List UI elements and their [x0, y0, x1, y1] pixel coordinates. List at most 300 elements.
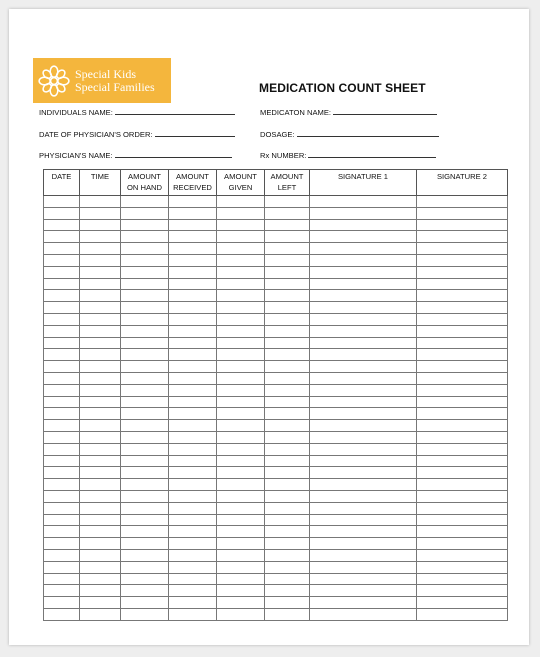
table-cell[interactable]: [121, 479, 169, 491]
table-cell[interactable]: [217, 585, 265, 597]
table-cell[interactable]: [417, 408, 508, 420]
table-cell[interactable]: [265, 514, 310, 526]
table-cell[interactable]: [169, 573, 217, 585]
table-cell[interactable]: [217, 290, 265, 302]
table-cell[interactable]: [310, 502, 417, 514]
table-cell[interactable]: [217, 349, 265, 361]
table-cell[interactable]: [265, 290, 310, 302]
table-cell[interactable]: [310, 372, 417, 384]
table-cell[interactable]: [121, 254, 169, 266]
table-cell[interactable]: [265, 302, 310, 314]
table-cell[interactable]: [44, 431, 80, 443]
table-cell[interactable]: [44, 573, 80, 585]
table-cell[interactable]: [80, 196, 121, 208]
table-cell[interactable]: [217, 479, 265, 491]
table-cell[interactable]: [121, 573, 169, 585]
table-cell[interactable]: [417, 467, 508, 479]
table-cell[interactable]: [121, 561, 169, 573]
table-cell[interactable]: [121, 313, 169, 325]
table-cell[interactable]: [310, 561, 417, 573]
table-cell[interactable]: [169, 325, 217, 337]
table-cell[interactable]: [310, 313, 417, 325]
table-cell[interactable]: [169, 313, 217, 325]
medication-name-line[interactable]: [333, 106, 437, 115]
individuals-name-line[interactable]: [115, 106, 235, 115]
table-cell[interactable]: [217, 361, 265, 373]
table-cell[interactable]: [80, 585, 121, 597]
table-cell[interactable]: [310, 361, 417, 373]
table-cell[interactable]: [80, 479, 121, 491]
table-cell[interactable]: [217, 443, 265, 455]
table-cell[interactable]: [310, 408, 417, 420]
table-cell[interactable]: [310, 608, 417, 620]
table-cell[interactable]: [217, 219, 265, 231]
table-cell[interactable]: [44, 396, 80, 408]
table-cell[interactable]: [169, 490, 217, 502]
table-cell[interactable]: [417, 490, 508, 502]
table-cell[interactable]: [265, 372, 310, 384]
table-cell[interactable]: [417, 514, 508, 526]
table-cell[interactable]: [169, 502, 217, 514]
table-cell[interactable]: [417, 420, 508, 432]
table-cell[interactable]: [80, 302, 121, 314]
table-cell[interactable]: [310, 479, 417, 491]
table-cell[interactable]: [217, 278, 265, 290]
table-cell[interactable]: [310, 549, 417, 561]
table-cell[interactable]: [121, 526, 169, 538]
table-cell[interactable]: [310, 337, 417, 349]
table-cell[interactable]: [121, 196, 169, 208]
table-cell[interactable]: [417, 608, 508, 620]
table-cell[interactable]: [121, 302, 169, 314]
table-cell[interactable]: [417, 254, 508, 266]
table-cell[interactable]: [310, 526, 417, 538]
physicians-order-date-field[interactable]: [39, 128, 235, 139]
table-cell[interactable]: [169, 372, 217, 384]
table-cell[interactable]: [417, 337, 508, 349]
table-cell[interactable]: [44, 585, 80, 597]
table-cell[interactable]: [310, 349, 417, 361]
table-cell[interactable]: [121, 396, 169, 408]
table-cell[interactable]: [169, 514, 217, 526]
table-cell[interactable]: [265, 467, 310, 479]
table-cell[interactable]: [44, 597, 80, 609]
rx-number-line[interactable]: [308, 149, 436, 158]
table-cell[interactable]: [169, 219, 217, 231]
table-cell[interactable]: [44, 243, 80, 255]
table-cell[interactable]: [417, 231, 508, 243]
table-cell[interactable]: [217, 337, 265, 349]
table-cell[interactable]: [310, 219, 417, 231]
table-cell[interactable]: [417, 431, 508, 443]
table-cell[interactable]: [169, 431, 217, 443]
table-cell[interactable]: [417, 219, 508, 231]
table-cell[interactable]: [169, 561, 217, 573]
table-cell[interactable]: [121, 467, 169, 479]
table-cell[interactable]: [217, 231, 265, 243]
table-cell[interactable]: [169, 207, 217, 219]
table-cell[interactable]: [310, 585, 417, 597]
table-cell[interactable]: [417, 526, 508, 538]
table-cell[interactable]: [417, 290, 508, 302]
table-cell[interactable]: [417, 455, 508, 467]
table-cell[interactable]: [217, 526, 265, 538]
table-cell[interactable]: [265, 526, 310, 538]
table-cell[interactable]: [310, 431, 417, 443]
table-cell[interactable]: [44, 408, 80, 420]
table-cell[interactable]: [310, 514, 417, 526]
table-cell[interactable]: [80, 219, 121, 231]
table-cell[interactable]: [44, 302, 80, 314]
table-cell[interactable]: [121, 337, 169, 349]
table-cell[interactable]: [80, 455, 121, 467]
table-cell[interactable]: [121, 538, 169, 550]
table-cell[interactable]: [217, 455, 265, 467]
table-cell[interactable]: [169, 526, 217, 538]
table-cell[interactable]: [44, 207, 80, 219]
table-cell[interactable]: [80, 561, 121, 573]
table-cell[interactable]: [265, 538, 310, 550]
table-cell[interactable]: [310, 196, 417, 208]
table-cell[interactable]: [217, 207, 265, 219]
table-cell[interactable]: [217, 608, 265, 620]
table-cell[interactable]: [80, 443, 121, 455]
table-cell[interactable]: [265, 585, 310, 597]
table-cell[interactable]: [217, 538, 265, 550]
physicians-name-line[interactable]: [115, 149, 232, 158]
table-cell[interactable]: [44, 337, 80, 349]
table-cell[interactable]: [265, 231, 310, 243]
table-cell[interactable]: [169, 608, 217, 620]
table-cell[interactable]: [265, 243, 310, 255]
table-cell[interactable]: [217, 313, 265, 325]
table-cell[interactable]: [417, 585, 508, 597]
table-cell[interactable]: [417, 502, 508, 514]
table-cell[interactable]: [44, 196, 80, 208]
table-cell[interactable]: [310, 254, 417, 266]
table-cell[interactable]: [217, 561, 265, 573]
table-cell[interactable]: [80, 514, 121, 526]
table-cell[interactable]: [80, 549, 121, 561]
table-cell[interactable]: [80, 431, 121, 443]
table-cell[interactable]: [80, 502, 121, 514]
table-cell[interactable]: [80, 408, 121, 420]
medication-name-field[interactable]: [260, 106, 437, 117]
table-cell[interactable]: [217, 396, 265, 408]
dosage-field[interactable]: [260, 128, 439, 139]
table-cell[interactable]: [417, 266, 508, 278]
table-cell[interactable]: [310, 384, 417, 396]
table-cell[interactable]: [44, 490, 80, 502]
table-cell[interactable]: [310, 573, 417, 585]
table-cell[interactable]: [44, 455, 80, 467]
table-cell[interactable]: [169, 337, 217, 349]
table-cell[interactable]: [169, 243, 217, 255]
table-cell[interactable]: [121, 384, 169, 396]
table-cell[interactable]: [80, 361, 121, 373]
table-cell[interactable]: [169, 455, 217, 467]
table-cell[interactable]: [417, 479, 508, 491]
table-cell[interactable]: [44, 526, 80, 538]
table-cell[interactable]: [310, 455, 417, 467]
table-cell[interactable]: [169, 278, 217, 290]
table-cell[interactable]: [80, 278, 121, 290]
table-cell[interactable]: [121, 608, 169, 620]
table-cell[interactable]: [44, 290, 80, 302]
table-cell[interactable]: [44, 561, 80, 573]
table-cell[interactable]: [169, 408, 217, 420]
table-cell[interactable]: [80, 467, 121, 479]
table-cell[interactable]: [265, 396, 310, 408]
table-cell[interactable]: [44, 219, 80, 231]
table-cell[interactable]: [310, 231, 417, 243]
table-cell[interactable]: [417, 196, 508, 208]
table-cell[interactable]: [169, 420, 217, 432]
table-cell[interactable]: [417, 372, 508, 384]
table-cell[interactable]: [217, 549, 265, 561]
table-cell[interactable]: [121, 278, 169, 290]
table-cell[interactable]: [80, 490, 121, 502]
table-cell[interactable]: [169, 549, 217, 561]
table-cell[interactable]: [44, 325, 80, 337]
table-cell[interactable]: [121, 549, 169, 561]
table-cell[interactable]: [310, 325, 417, 337]
table-cell[interactable]: [217, 384, 265, 396]
table-cell[interactable]: [44, 313, 80, 325]
table-cell[interactable]: [121, 420, 169, 432]
table-cell[interactable]: [265, 337, 310, 349]
table-cell[interactable]: [121, 490, 169, 502]
table-cell[interactable]: [265, 384, 310, 396]
table-cell[interactable]: [80, 384, 121, 396]
table-cell[interactable]: [265, 207, 310, 219]
table-cell[interactable]: [265, 573, 310, 585]
table-cell[interactable]: [217, 325, 265, 337]
table-cell[interactable]: [217, 243, 265, 255]
physicians-name-field[interactable]: [39, 149, 232, 160]
table-cell[interactable]: [169, 585, 217, 597]
table-cell[interactable]: [417, 561, 508, 573]
table-cell[interactable]: [217, 420, 265, 432]
table-cell[interactable]: [265, 266, 310, 278]
table-cell[interactable]: [217, 490, 265, 502]
table-cell[interactable]: [265, 455, 310, 467]
table-cell[interactable]: [265, 597, 310, 609]
table-cell[interactable]: [310, 467, 417, 479]
table-cell[interactable]: [80, 254, 121, 266]
table-cell[interactable]: [44, 549, 80, 561]
table-cell[interactable]: [80, 526, 121, 538]
table-cell[interactable]: [417, 313, 508, 325]
table-cell[interactable]: [121, 514, 169, 526]
table-cell[interactable]: [44, 254, 80, 266]
table-cell[interactable]: [80, 597, 121, 609]
table-cell[interactable]: [310, 443, 417, 455]
table-cell[interactable]: [265, 313, 310, 325]
table-cell[interactable]: [169, 597, 217, 609]
table-cell[interactable]: [44, 361, 80, 373]
table-cell[interactable]: [80, 396, 121, 408]
table-cell[interactable]: [80, 243, 121, 255]
table-cell[interactable]: [121, 443, 169, 455]
table-cell[interactable]: [417, 325, 508, 337]
table-cell[interactable]: [417, 349, 508, 361]
table-cell[interactable]: [169, 254, 217, 266]
table-cell[interactable]: [121, 207, 169, 219]
table-cell[interactable]: [121, 502, 169, 514]
table-cell[interactable]: [310, 396, 417, 408]
table-cell[interactable]: [265, 361, 310, 373]
table-cell[interactable]: [169, 384, 217, 396]
table-cell[interactable]: [417, 538, 508, 550]
table-cell[interactable]: [169, 196, 217, 208]
table-cell[interactable]: [121, 219, 169, 231]
table-cell[interactable]: [44, 608, 80, 620]
table-cell[interactable]: [44, 278, 80, 290]
table-cell[interactable]: [417, 396, 508, 408]
table-cell[interactable]: [80, 372, 121, 384]
table-cell[interactable]: [310, 278, 417, 290]
table-cell[interactable]: [265, 479, 310, 491]
table-cell[interactable]: [265, 420, 310, 432]
table-cell[interactable]: [217, 502, 265, 514]
table-cell[interactable]: [121, 243, 169, 255]
table-cell[interactable]: [169, 479, 217, 491]
table-cell[interactable]: [44, 443, 80, 455]
table-cell[interactable]: [417, 443, 508, 455]
table-cell[interactable]: [169, 443, 217, 455]
table-cell[interactable]: [44, 266, 80, 278]
table-cell[interactable]: [417, 549, 508, 561]
table-cell[interactable]: [121, 266, 169, 278]
table-cell[interactable]: [121, 585, 169, 597]
table-cell[interactable]: [121, 349, 169, 361]
physicians-order-date-line[interactable]: [155, 128, 235, 137]
table-cell[interactable]: [217, 266, 265, 278]
table-cell[interactable]: [310, 290, 417, 302]
table-cell[interactable]: [80, 538, 121, 550]
table-cell[interactable]: [217, 431, 265, 443]
table-cell[interactable]: [417, 384, 508, 396]
table-cell[interactable]: [80, 231, 121, 243]
table-cell[interactable]: [310, 420, 417, 432]
table-cell[interactable]: [121, 408, 169, 420]
table-cell[interactable]: [417, 573, 508, 585]
table-cell[interactable]: [80, 207, 121, 219]
table-cell[interactable]: [169, 467, 217, 479]
table-cell[interactable]: [417, 302, 508, 314]
table-cell[interactable]: [310, 266, 417, 278]
table-cell[interactable]: [121, 455, 169, 467]
table-cell[interactable]: [80, 313, 121, 325]
table-cell[interactable]: [265, 443, 310, 455]
table-cell[interactable]: [265, 431, 310, 443]
table-cell[interactable]: [80, 608, 121, 620]
table-cell[interactable]: [310, 597, 417, 609]
table-cell[interactable]: [265, 349, 310, 361]
table-cell[interactable]: [265, 549, 310, 561]
table-cell[interactable]: [417, 597, 508, 609]
table-cell[interactable]: [217, 597, 265, 609]
table-cell[interactable]: [44, 420, 80, 432]
rx-number-field[interactable]: [260, 149, 436, 160]
table-cell[interactable]: [265, 608, 310, 620]
table-cell[interactable]: [310, 302, 417, 314]
table-cell[interactable]: [44, 479, 80, 491]
table-cell[interactable]: [217, 467, 265, 479]
table-cell[interactable]: [121, 431, 169, 443]
table-cell[interactable]: [44, 502, 80, 514]
table-cell[interactable]: [121, 361, 169, 373]
table-cell[interactable]: [121, 372, 169, 384]
table-cell[interactable]: [310, 538, 417, 550]
table-cell[interactable]: [80, 349, 121, 361]
table-cell[interactable]: [80, 573, 121, 585]
table-cell[interactable]: [80, 290, 121, 302]
table-cell[interactable]: [310, 207, 417, 219]
table-cell[interactable]: [169, 349, 217, 361]
table-cell[interactable]: [217, 514, 265, 526]
table-cell[interactable]: [169, 302, 217, 314]
table-cell[interactable]: [44, 372, 80, 384]
table-cell[interactable]: [44, 538, 80, 550]
table-cell[interactable]: [169, 396, 217, 408]
table-cell[interactable]: [417, 278, 508, 290]
table-cell[interactable]: [265, 278, 310, 290]
table-cell[interactable]: [169, 231, 217, 243]
table-cell[interactable]: [80, 325, 121, 337]
table-cell[interactable]: [265, 219, 310, 231]
table-cell[interactable]: [169, 266, 217, 278]
table-cell[interactable]: [169, 361, 217, 373]
table-cell[interactable]: [265, 325, 310, 337]
table-cell[interactable]: [121, 597, 169, 609]
table-cell[interactable]: [417, 207, 508, 219]
table-cell[interactable]: [265, 490, 310, 502]
table-cell[interactable]: [217, 372, 265, 384]
table-cell[interactable]: [265, 502, 310, 514]
individuals-name-field[interactable]: [39, 106, 235, 117]
table-cell[interactable]: [265, 408, 310, 420]
table-cell[interactable]: [310, 490, 417, 502]
table-cell[interactable]: [121, 325, 169, 337]
table-cell[interactable]: [217, 408, 265, 420]
table-cell[interactable]: [417, 243, 508, 255]
table-cell[interactable]: [121, 290, 169, 302]
table-cell[interactable]: [265, 254, 310, 266]
table-cell[interactable]: [80, 266, 121, 278]
table-cell[interactable]: [121, 231, 169, 243]
table-cell[interactable]: [169, 538, 217, 550]
table-cell[interactable]: [417, 361, 508, 373]
table-cell[interactable]: [44, 467, 80, 479]
dosage-line[interactable]: [297, 128, 439, 137]
table-cell[interactable]: [265, 561, 310, 573]
table-cell[interactable]: [217, 573, 265, 585]
table-cell[interactable]: [80, 420, 121, 432]
table-cell[interactable]: [44, 514, 80, 526]
table-cell[interactable]: [44, 384, 80, 396]
table-cell[interactable]: [310, 243, 417, 255]
table-cell[interactable]: [169, 290, 217, 302]
table-cell[interactable]: [217, 254, 265, 266]
table-cell[interactable]: [44, 231, 80, 243]
table-cell[interactable]: [217, 196, 265, 208]
table-cell[interactable]: [80, 337, 121, 349]
table-cell[interactable]: [265, 196, 310, 208]
table-cell[interactable]: [217, 302, 265, 314]
table-cell[interactable]: [44, 349, 80, 361]
